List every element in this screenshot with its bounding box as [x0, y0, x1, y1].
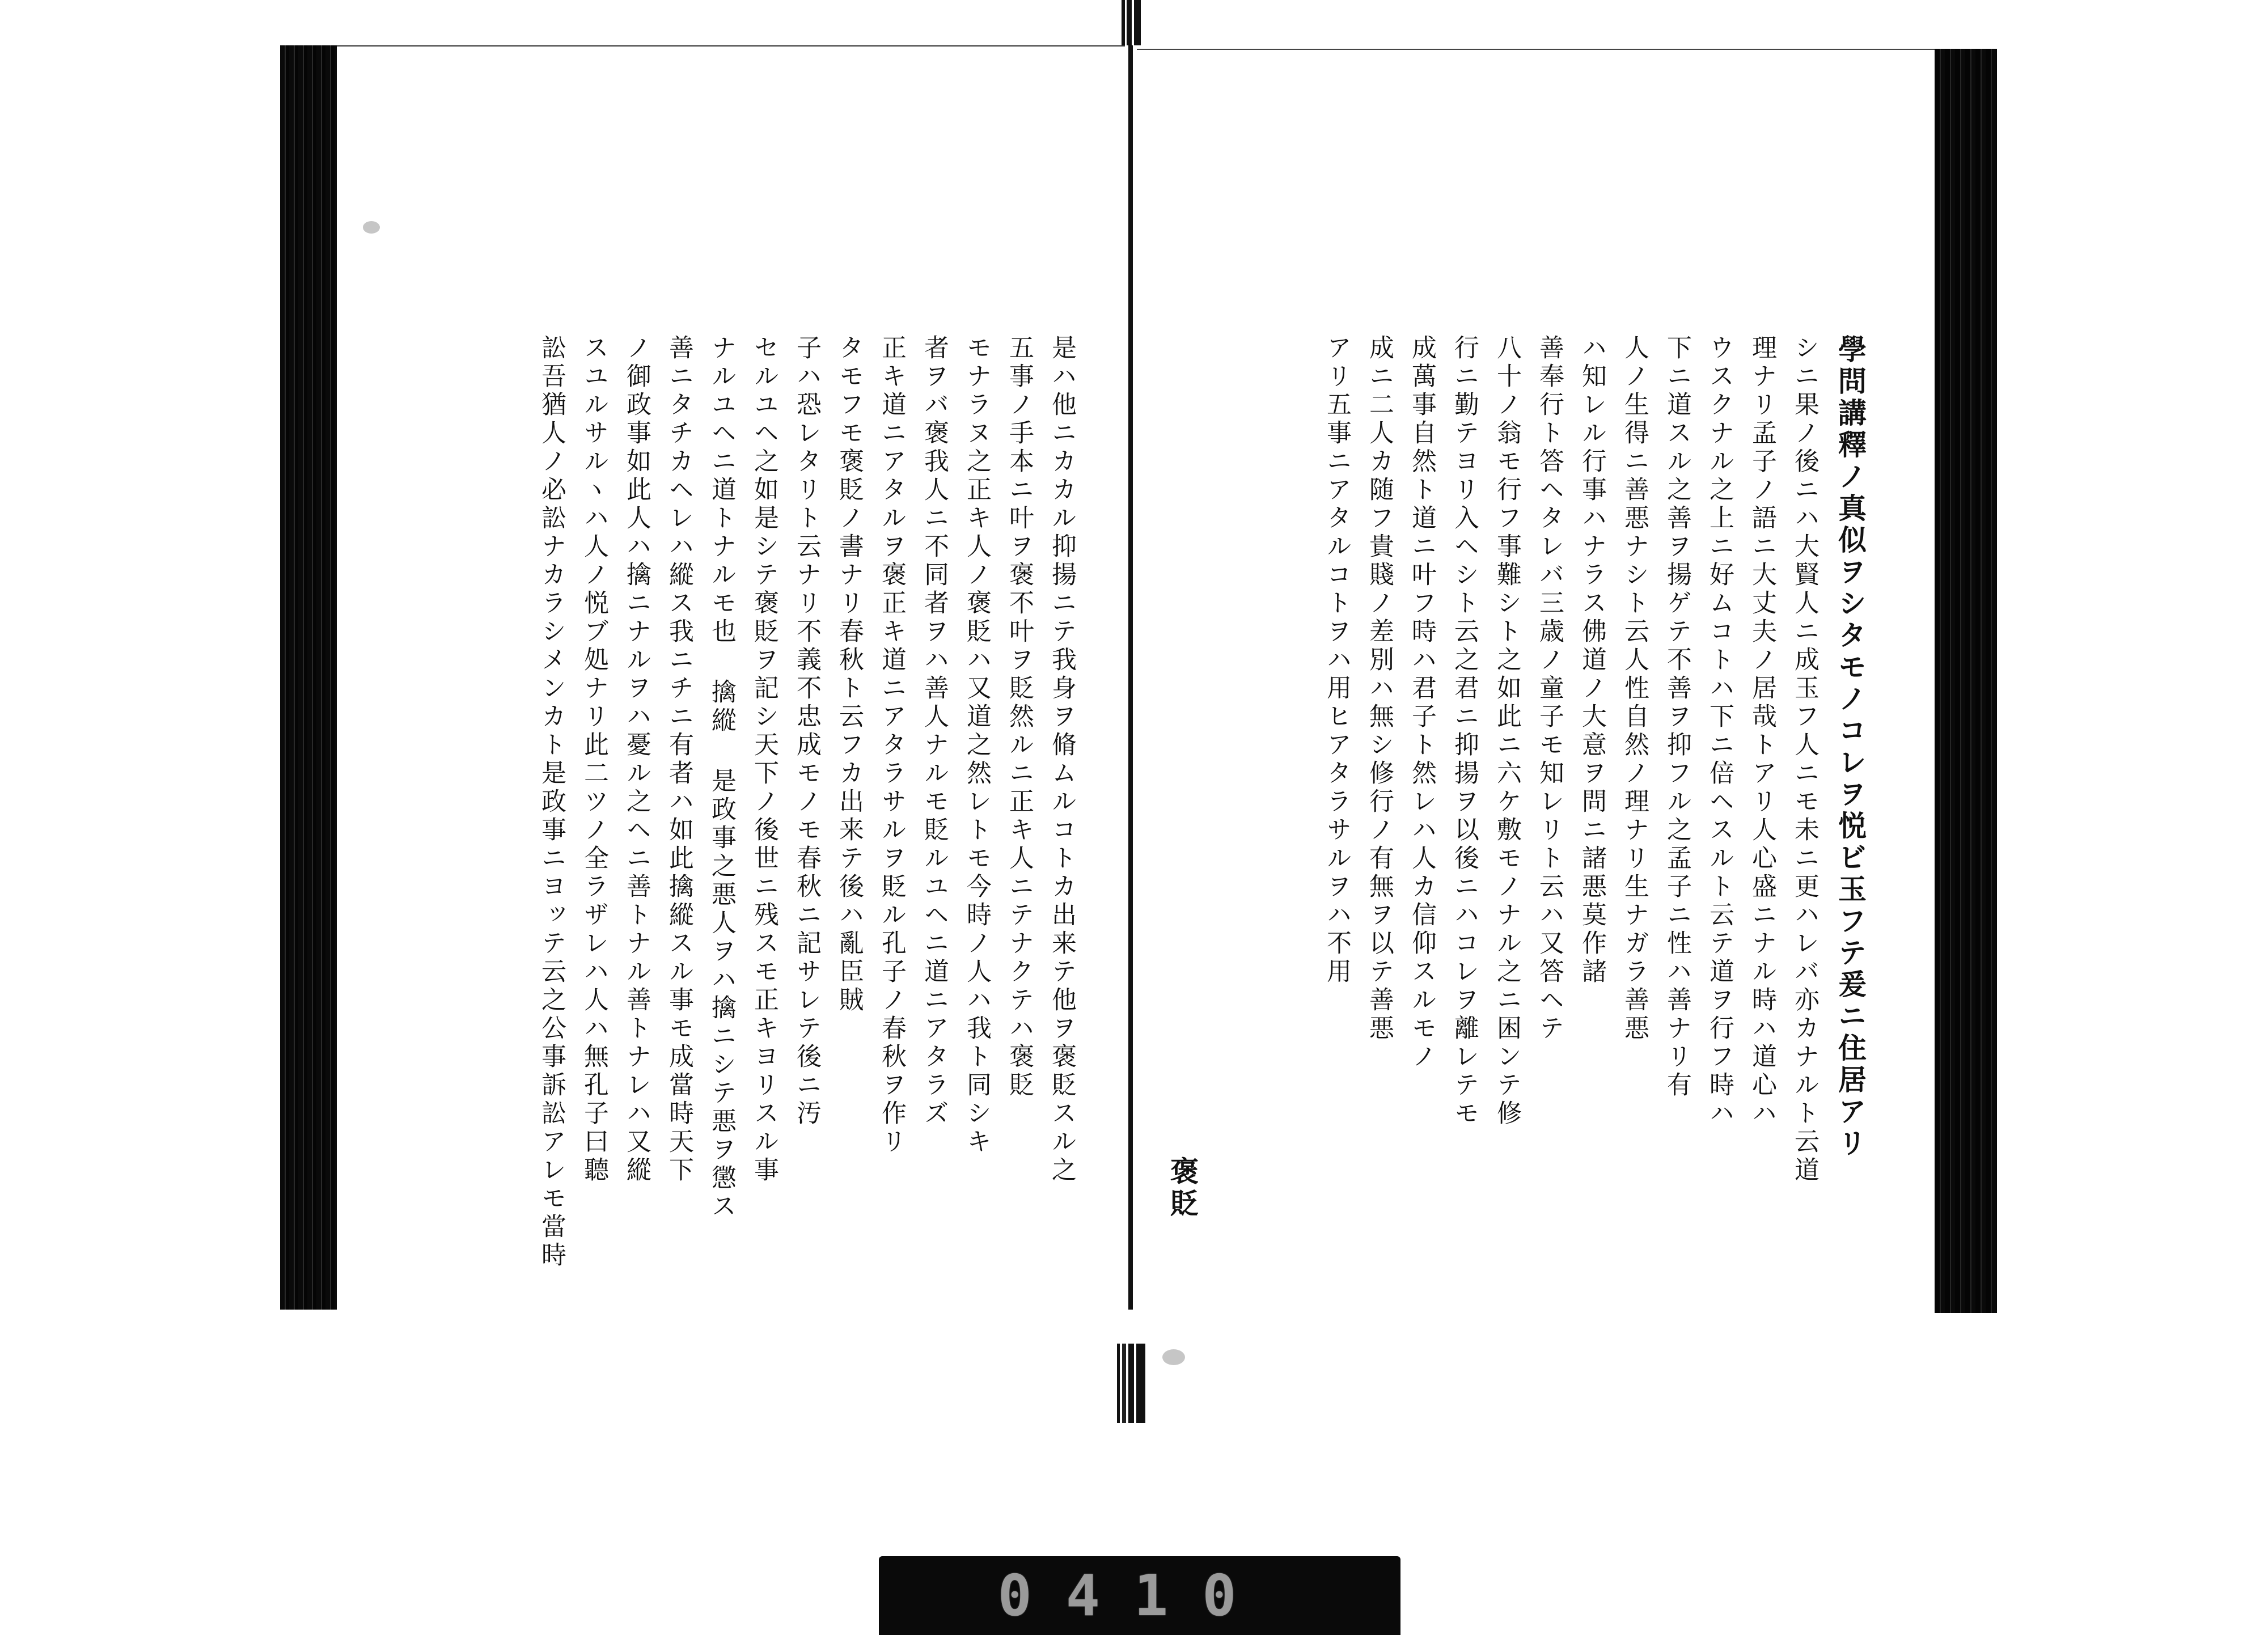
left-page-column: 五事ノ手本ニ叶ヲ褒不叶ヲ貶然ルニ正キ人ニテナクテハ褒貶 [1005, 334, 1034, 1100]
right-page-column: 人ノ生得ニ善悪ナシト云人性自然ノ理ナリ生ナガラ善悪 [1620, 334, 1649, 1043]
right-page-column: 理ナリ孟子ノ語ニ大丈夫ノ居哉トアリ人心盛ニナル時ハ道心ハ [1747, 334, 1776, 1128]
right-page-column: ハ知レル行事ハナラス佛道ノ大意ヲ問ニ諸悪莫作諸 [1577, 334, 1606, 986]
left-page-column: 正キ道ニアタルヲ褒正キ道ニアタラサルヲ貶ル孔子ノ春秋ヲ作リ [877, 334, 906, 1157]
left-page-column: スユルサルヽハ人ノ悦ブ処ナリ此二ツノ全ラザレハ人ハ無孔子曰聽 [579, 334, 608, 1185]
left-page-column: 是ハ他ニカカル抑揚ニテ我身ヲ脩ムルコトカ出来テ他ヲ褒貶スル之 [1047, 334, 1076, 1185]
right-page-column: 成ニ二人カ随フ貴賤ノ差別ハ無シ修行ノ有無ヲ以テ善悪 [1365, 334, 1394, 1043]
gutter-bottom-clip [1117, 1344, 1145, 1423]
left-page-column: 訟吾猶人ノ必訟ナカラシメンカト是政事ニヨッテ云之公事訴訟アレモ當時 [537, 334, 566, 1270]
scan-speck [363, 221, 380, 234]
right-page-column: 行ニ勤テヨリ入ヘシト云之君ニ抑揚ヲ以後ニハコレヲ離レテモ [1450, 334, 1479, 1128]
book-gutter [1125, 0, 1137, 1635]
left-page-column: 者ヲバ褒我人ニ不同者ヲハ善人ナルモ貶ルユヘニ道ニアタラズ [920, 334, 949, 1128]
left-page-column: 善ニタチカヘレハ縱ス我ニチニ有者ハ如此擒縱スル事モ成當時天下 [665, 334, 693, 1185]
right-page-column: 成萬事自然ト道ニ叶フ時ハ君子ト然レハ人カ信仰スルモノ [1407, 334, 1436, 1071]
right-page-column: 善奉行ト答ヘタレバ三歳ノ童子モ知レリト云ハ又答ヘテ [1535, 334, 1564, 1043]
left-page-column: モナラヌ之正キ人ノ褒貶ハ又道之然レトモ今時ノ人ハ我ト同シキ [962, 334, 991, 1157]
left-page-column: 子ハ恐レタリト云ナリ不義不忠成モノモ春秋ニ記サレテ後ニ汚 [792, 334, 821, 1128]
right-page-column: ウスクナル之上ニ好ムコトハ下ニ倍ヘスルト云テ道ヲ行フ時ハ [1705, 334, 1734, 1128]
left-page-column: ナルユヘニ道トナルモ也 擒縱 是政事之悪人ヲハ擒ニシテ悪ヲ懲ス [707, 334, 736, 1221]
right-page-column: 下ニ道スル之善ヲ揚ゲテ不善ヲ抑フル之孟子ニ性ハ善ナリ有 [1662, 334, 1691, 1100]
left-page-column: タモフモ褒貶ノ書ナリ春秋ト云フカ出来テ後ハ亂臣賊 [835, 334, 864, 1015]
right-page-column: 八十ノ翁モ行フ事難シト之如此ニ六ケ敷モノナル之ニ困ンテ修 [1492, 334, 1521, 1128]
left-book-edge [280, 45, 337, 1310]
right-book-edge [1935, 49, 1997, 1313]
left-page-column: セルユヘ之如是シテ褒貶ヲ記シ天下ノ後世ニ残スモ正キヨリスル事 [750, 334, 778, 1185]
right-page-column-heading: 褒貶 [1166, 1157, 1199, 1220]
right-page-column: アリ五事ニアタルコトヲハ用ヒアタラサルヲハ不用 [1322, 334, 1351, 986]
right-page-column: シニ果ノ後ニハ大賢人ニ成玉フ人ニモ未ニ更ハレバ亦カナルト云道 [1790, 334, 1819, 1185]
scan-speck [1162, 1349, 1185, 1365]
right-page-column: 學問講釋ノ真似ヲシタモノコレヲ悦ビ玉フテ爰ニ住居アリ [1834, 334, 1867, 1160]
left-page-column: ノ御政事如此人ハ擒ニナルヲハ憂ル之ヘニ善トナル善トナレハ又縱 [622, 334, 651, 1185]
gutter-line [1128, 45, 1133, 1310]
frame-number-label: 0410 [997, 1562, 1271, 1629]
gutter-top-clip [1122, 0, 1141, 45]
